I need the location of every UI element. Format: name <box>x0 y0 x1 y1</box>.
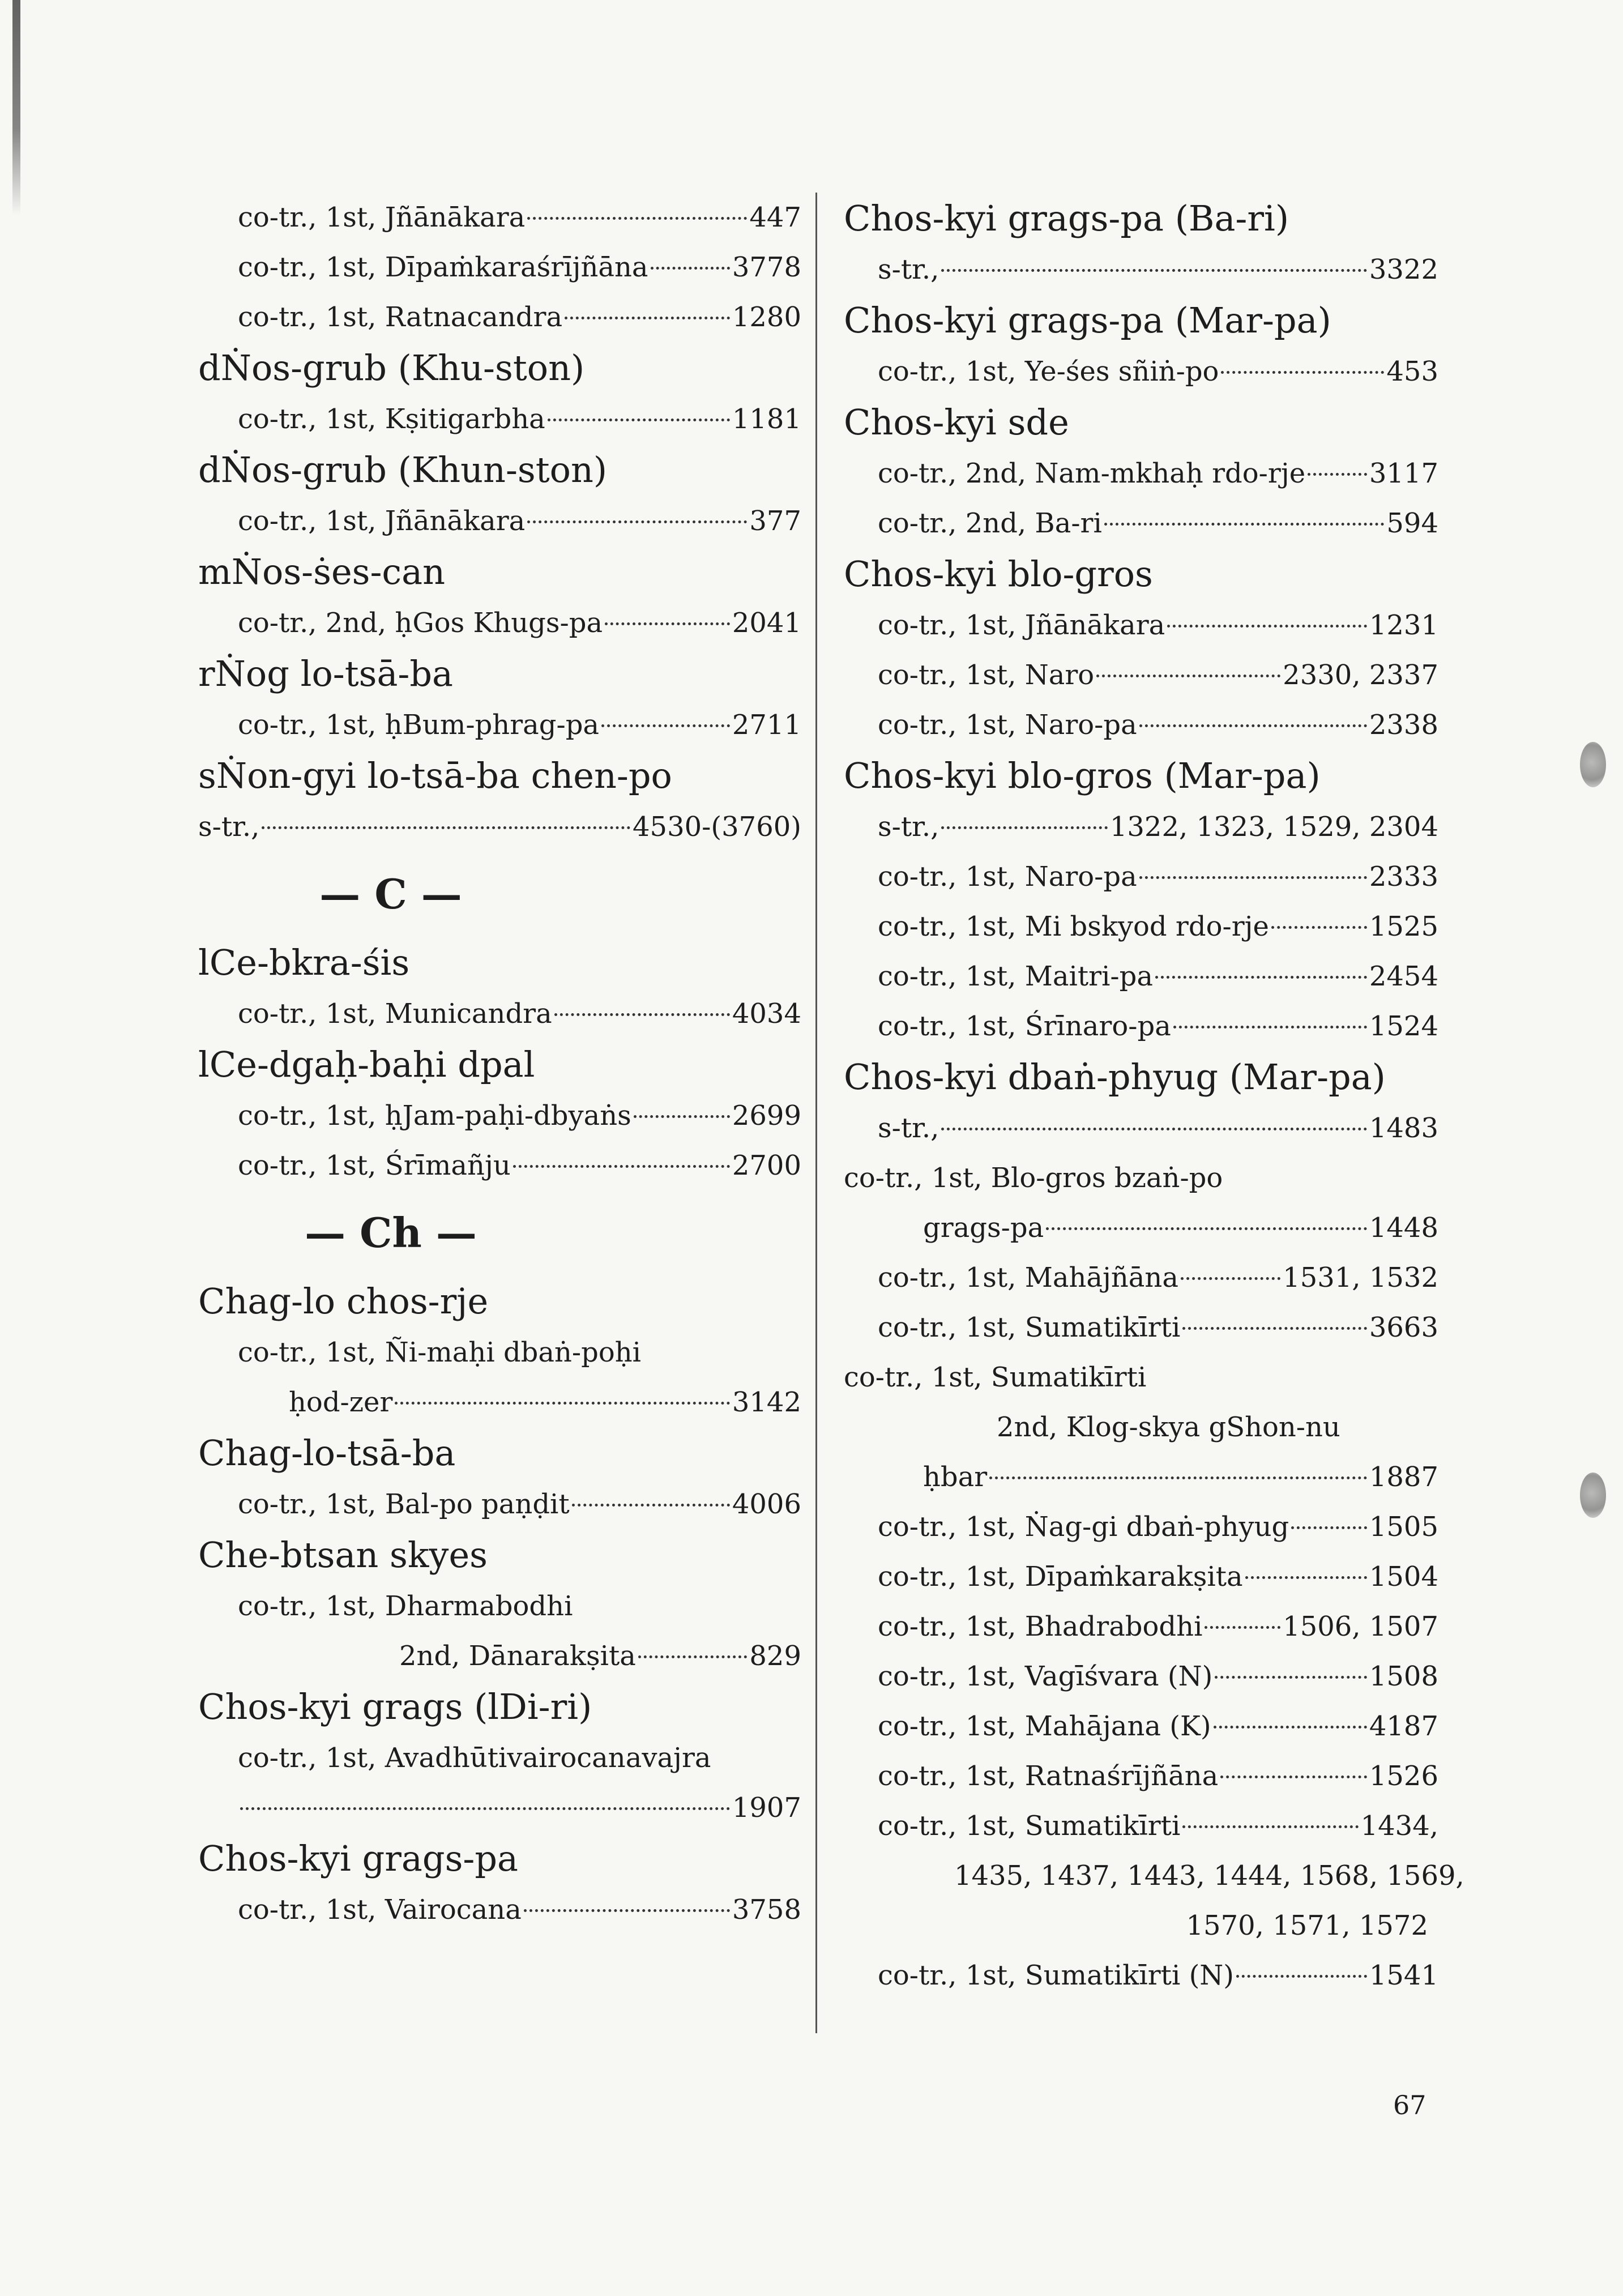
index-entry <box>844 498 1438 548</box>
entry-text: co-tr., 1st, Mahājana (K) <box>878 1710 1211 1742</box>
right-index-column <box>844 193 1464 2000</box>
binding-hole <box>1580 742 1606 787</box>
dot-leader <box>1236 1975 1367 1978</box>
entry-number: 3142 <box>732 1386 801 1418</box>
dot-leader <box>1139 876 1367 879</box>
dot-leader <box>1182 1825 1358 1828</box>
entry-number: 3117 <box>1369 458 1438 489</box>
dot-leader <box>1271 926 1367 929</box>
entry-text: co-tr., 1st, Naro-pa <box>878 861 1137 893</box>
index-heading: Chos-kyi blo-gros (Mar-pa) <box>844 755 1321 796</box>
index-heading: mṄos-ṡes-can <box>198 551 446 592</box>
index-entry <box>844 1103 1438 1153</box>
dot-leader <box>572 1504 730 1507</box>
dot-leader <box>1181 1277 1280 1280</box>
index-heading: Chos-kyi grags-pa (Ba-ri) <box>844 198 1289 239</box>
entry-number: 4530-(3760) <box>633 811 801 843</box>
entry-number: 3778 <box>732 251 801 283</box>
entry-text: co-tr., 1st, Ratnaśrījñāna <box>878 1760 1219 1792</box>
index-entry <box>198 242 801 292</box>
entry-text: grags-pa <box>923 1212 1044 1244</box>
index-entry <box>844 650 1438 700</box>
dot-leader <box>565 317 730 319</box>
index-entry <box>198 1091 801 1141</box>
dot-leader <box>605 622 730 625</box>
index-heading: Chos-kyi dbaṅ-phyug (Mar-pa) <box>844 1056 1386 1098</box>
entry-line: 2nd, Klog-skya gShon-nu <box>997 1411 1340 1443</box>
index-entry <box>844 700 1438 750</box>
index-entry <box>198 598 801 648</box>
index-entry <box>844 600 1438 650</box>
scan-edge-mark <box>12 0 20 215</box>
index-entry <box>198 1377 801 1427</box>
entry-number: 2333 <box>1369 861 1438 893</box>
entry-text: ḥbar <box>923 1461 988 1493</box>
dot-leader <box>527 217 747 220</box>
entry-text: co-tr., 1st, Mahājñāna <box>878 1262 1178 1294</box>
entry-text: co-tr., 1st, Maitri-pa <box>878 961 1153 992</box>
entry-text: co-tr., 1st, Vagīśvara (N) <box>878 1661 1213 1692</box>
dot-leader <box>941 1128 1367 1130</box>
entry-text: co-tr., 1st, ḥBum-phrag-pa <box>238 709 600 741</box>
index-entry <box>844 951 1438 1001</box>
dot-leader <box>634 1115 730 1118</box>
entry-line: co-tr., 1st, Dharmabodhi <box>238 1590 573 1622</box>
section-letter: — C — <box>319 870 462 918</box>
entry-text: co-tr., 2nd, Ba-ri <box>878 507 1102 539</box>
index-entry <box>198 1141 801 1190</box>
dot-leader <box>524 1909 730 1912</box>
index-entry <box>198 989 801 1039</box>
entry-text: co-tr., 1st, Kṣitigarbha <box>238 403 545 435</box>
index-entry <box>198 802 801 852</box>
entry-number: 447 <box>749 202 801 233</box>
dot-leader <box>527 520 747 523</box>
left-index-column <box>198 193 801 1935</box>
entry-number: 1887 <box>1369 1461 1438 1493</box>
entry-number: 453 <box>1386 356 1438 387</box>
entry-text: co-tr., 1st, Jñānākara <box>238 505 526 537</box>
entry-number: 1322, 1323, 1529, 2304 <box>1109 811 1438 843</box>
entry-text: co-tr., 1st, Sumatikīrti <box>878 1810 1181 1842</box>
entry-text: ḥod-zer <box>289 1386 393 1418</box>
index-entry <box>198 193 801 242</box>
entry-number: 1280 <box>732 301 801 333</box>
entry-number: 1483 <box>1369 1112 1438 1144</box>
index-entry <box>844 347 1438 396</box>
index-entry <box>844 1502 1438 1552</box>
entry-number: 1907 <box>732 1792 801 1824</box>
entry-text: co-tr., 1st, Śrīmañju <box>238 1150 511 1181</box>
index-entry <box>844 1001 1438 1051</box>
dot-leader <box>1167 625 1367 628</box>
entry-text: s-tr., <box>878 811 939 843</box>
index-heading: Chos-kyi blo-gros <box>844 553 1153 595</box>
dot-leader <box>548 419 730 421</box>
index-entry <box>844 852 1438 902</box>
entry-text: co-tr., 1st, Mi bskyod rdo-rje <box>878 911 1269 942</box>
entry-text: co-tr., 1st, Śrīnaro-pa <box>878 1010 1171 1042</box>
dot-leader <box>1139 724 1367 727</box>
entry-number: 377 <box>749 505 801 537</box>
index-entry <box>198 1885 801 1935</box>
index-entry <box>844 1602 1438 1651</box>
index-heading: lCe-bkra-śis <box>198 942 410 983</box>
index-heading: lCe-dgaḥ-baḥi dpal <box>198 1044 535 1085</box>
entry-number: 2330, 2337 <box>1283 659 1438 691</box>
index-entry <box>198 700 801 750</box>
entry-number: 1531, 1532 <box>1283 1262 1438 1294</box>
entry-text: co-tr., 1st, Municandra <box>238 998 552 1030</box>
index-heading: dṄos-grub (Khu-ston) <box>198 347 585 389</box>
entry-text: co-tr., 1st, Vairocana <box>238 1894 522 1926</box>
column-divider <box>815 193 817 2033</box>
index-entry <box>844 1651 1438 1701</box>
index-heading: Chos-kyi sde <box>844 402 1069 443</box>
entry-number: 1181 <box>732 403 801 435</box>
index-entry <box>198 1631 801 1681</box>
entry-number: 829 <box>749 1640 801 1672</box>
entry-number: 1504 <box>1369 1561 1438 1593</box>
entry-line: co-tr., 1st, Avadhūtivairocanavajra <box>238 1742 711 1774</box>
dot-leader <box>1173 1026 1367 1028</box>
entry-number: 2338 <box>1369 709 1438 741</box>
index-entry <box>844 1452 1438 1502</box>
entry-number: 3663 <box>1369 1312 1438 1343</box>
index-entry <box>844 1751 1438 1801</box>
index-heading: rṄog lo-tsā-ba <box>198 653 454 694</box>
dot-leader <box>1215 1676 1367 1679</box>
entry-number: 1506, 1507 <box>1283 1611 1438 1642</box>
entry-text: co-tr., 2nd, Nam-mkhaḥ rdo-rje <box>878 458 1306 489</box>
dot-leader <box>941 269 1367 272</box>
index-heading: Chos-kyi grags-pa (Mar-pa) <box>844 300 1331 341</box>
entry-number: 1505 <box>1369 1511 1438 1543</box>
page-number: 67 <box>1393 2090 1426 2120</box>
entry-text: co-tr., 1st, Dīpaṁkaraśrījñāna <box>238 251 648 283</box>
index-entry <box>198 496 801 546</box>
entry-text: s-tr., <box>878 254 939 285</box>
entry-number: 594 <box>1386 507 1438 539</box>
index-entry <box>844 1701 1438 1751</box>
entry-number: 1524 <box>1369 1010 1438 1042</box>
dot-leader <box>638 1655 748 1658</box>
entry-text: co-tr., 1st, Sumatikīrti (N) <box>878 1960 1235 1991</box>
binding-hole <box>1580 1473 1606 1518</box>
entry-number: 1541 <box>1369 1960 1438 1991</box>
index-entry <box>198 394 801 444</box>
entry-text: co-tr., 2nd, ḥGos Khugs-pa <box>238 607 603 639</box>
dot-leader <box>554 1013 730 1016</box>
entry-text: co-tr., 1st, Dīpaṁkarakṣita <box>878 1561 1243 1593</box>
entry-number: 2700 <box>732 1150 801 1181</box>
dot-leader <box>1221 371 1384 374</box>
dot-leader <box>1220 1776 1367 1778</box>
index-heading: Chos-kyi grags (lDi-ri) <box>198 1686 592 1727</box>
index-heading: Che-btsan skyes <box>198 1534 488 1576</box>
index-heading: Chag-lo chos-rje <box>198 1281 489 1322</box>
entry-line: co-tr., 1st, Blo-gros bzaṅ-po <box>844 1162 1223 1194</box>
dot-leader <box>1214 1726 1367 1729</box>
dot-leader <box>1046 1227 1367 1230</box>
index-entry <box>198 292 801 342</box>
index-entry <box>844 449 1438 498</box>
index-entry <box>844 1951 1438 2000</box>
index-entry <box>844 1303 1438 1352</box>
entry-number: 1526 <box>1369 1760 1438 1792</box>
index-entry <box>844 902 1438 951</box>
dot-leader <box>601 724 730 727</box>
entry-text: co-tr., 1st, ḥJam-paḥi-dbyaṅs <box>238 1100 631 1132</box>
dot-leader <box>240 1807 730 1810</box>
entry-number: 1508 <box>1369 1661 1438 1692</box>
index-heading: dṄos-grub (Khun-ston) <box>198 449 608 490</box>
dot-leader <box>1245 1576 1367 1579</box>
entry-text: co-tr., 1st, Naro-pa <box>878 709 1137 741</box>
dot-leader <box>651 267 730 270</box>
entry-line: co-tr., 1st, Sumatikīrti <box>844 1362 1147 1393</box>
entry-number: 4187 <box>1369 1710 1438 1742</box>
dot-leader <box>1291 1526 1367 1529</box>
entry-text: co-tr., 1st, Ye-śes sñiṅ-po <box>878 356 1219 387</box>
entry-line: 1570, 1571, 1572 <box>1186 1910 1428 1941</box>
entry-line: co-tr., 1st, Ñi-maḥi dbaṅ-poḥi <box>238 1337 642 1368</box>
entry-text: co-tr., 1st, Bhadrabodhi <box>878 1611 1203 1642</box>
index-entry <box>844 1801 1438 1851</box>
entry-text: co-tr., 1st, Jñānākara <box>878 609 1165 641</box>
index-heading: Chag-lo-tsā-ba <box>198 1432 456 1474</box>
index-heading: sṄon-gyi lo-tsā-ba chen-po <box>198 755 672 796</box>
index-entry <box>198 1783 801 1833</box>
entry-number: 1525 <box>1369 911 1438 942</box>
entry-number: 2711 <box>732 709 801 741</box>
entry-number: 1434, <box>1360 1810 1438 1842</box>
dot-leader <box>1155 976 1367 979</box>
dot-leader <box>1104 523 1385 526</box>
dot-leader <box>1182 1327 1367 1330</box>
index-entry <box>844 1552 1438 1602</box>
section-letter: — Ch — <box>305 1209 477 1257</box>
entry-text: co-tr., 1st, Ratnacandra <box>238 301 563 333</box>
dot-leader <box>941 826 1108 829</box>
entry-text: co-tr., 1st, Naro <box>878 659 1095 691</box>
entry-number: 2454 <box>1369 961 1438 992</box>
index-heading: Chos-kyi grags-pa <box>198 1838 518 1879</box>
entry-number: 1231 <box>1369 609 1438 641</box>
entry-number: 3758 <box>732 1894 801 1926</box>
dot-leader <box>1205 1626 1280 1629</box>
entry-number: 4006 <box>732 1488 801 1520</box>
index-entry <box>198 1479 801 1529</box>
entry-number: 2041 <box>732 607 801 639</box>
entry-number: 1448 <box>1369 1212 1438 1244</box>
index-entry <box>844 1203 1438 1253</box>
dot-leader <box>262 826 630 829</box>
entry-number: 2699 <box>732 1100 801 1132</box>
entry-number: 3322 <box>1369 254 1438 285</box>
dot-leader <box>1308 473 1367 476</box>
entry-text: co-tr., 1st, Ṅag-gi dbaṅ-phyug <box>878 1511 1289 1543</box>
dot-leader <box>1096 675 1280 677</box>
entry-number: 4034 <box>732 998 801 1030</box>
entry-text: 2nd, Dānarakṣita <box>399 1640 636 1672</box>
entry-text: co-tr., 1st, Jñānākara <box>238 202 526 233</box>
index-entry <box>844 802 1438 852</box>
index-entry <box>844 1253 1438 1303</box>
entry-text: co-tr., 1st, Bal-po paṇḍit <box>238 1488 570 1520</box>
entry-text: s-tr., <box>198 811 260 843</box>
dot-leader <box>395 1402 729 1405</box>
dot-leader <box>989 1476 1367 1479</box>
dot-leader <box>513 1165 730 1168</box>
entry-text: co-tr., 1st, Sumatikīrti <box>878 1312 1181 1343</box>
index-entry <box>844 245 1438 295</box>
entry-line: 1435, 1437, 1443, 1444, 1568, 1569, <box>954 1860 1464 1892</box>
entry-text: s-tr., <box>878 1112 939 1144</box>
